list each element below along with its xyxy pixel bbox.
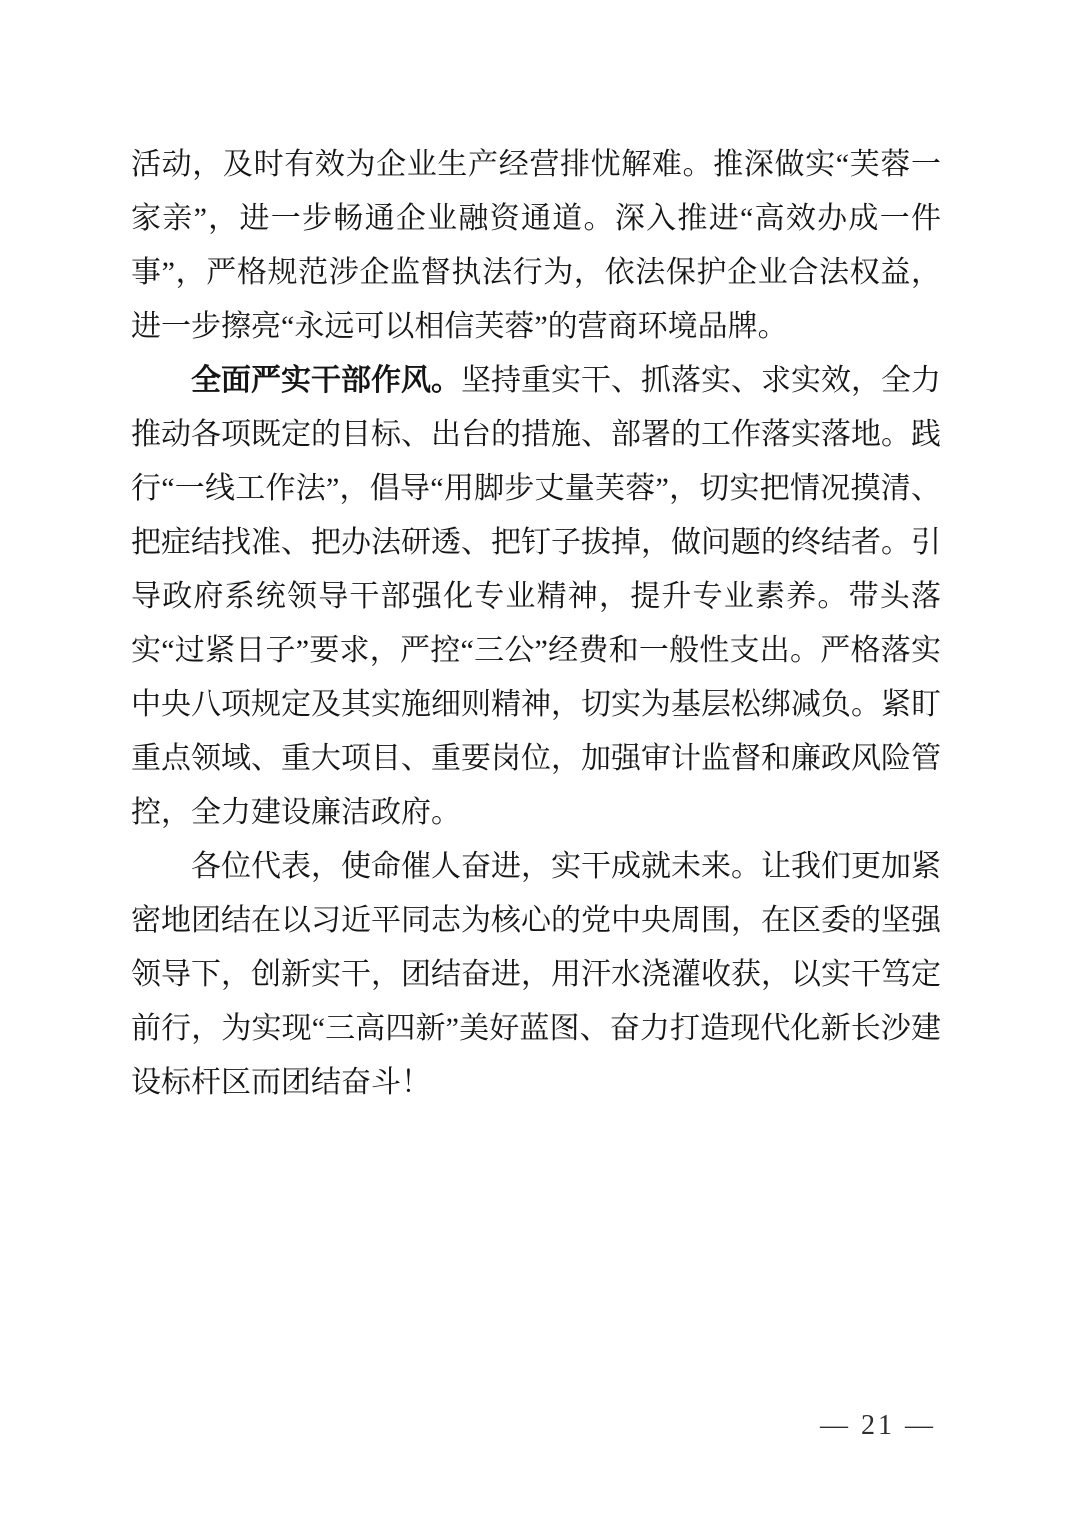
paragraph-closing-appeal — [131, 840, 941, 1110]
paragraph-text: 坚持重实干、抓落实、求实效，全力推动各项既定的目标、出台的措施、部署的工作落实落地。践行“一线工作法”，倡导“用脚步丈量芙蓉”，切实把情况摸清、把症结找准、把办法研透、把钉子拔掉，做问题的终结者。引导政府系统领导干部强化专业精神，提升专业素养。带头落实“过紧日子”要求，严控“三公”经费和一般性支出。严格落实中央八项规定及其实施细则精神，切实为基层松绑减负。紧盯重点领域、重大项目、重要岗位，加强审计监督和廉政风险管控，全力建设廉洁政府。 — [131, 364, 941, 829]
paragraph-cadre-conduct — [131, 354, 941, 840]
paragraph-text: 活动，及时有效为企业生产经营排忧解难。推深做实“芙蓉一家亲”，进一步畅通企业融资通道。深入推进“高效办成一件事”，严格规范涉企监督执法行为，依法保护企业合法权益，进一步擦亮“永远可以相信芙蓉”的营商环境品牌。 — [131, 148, 941, 343]
document-body — [131, 138, 941, 1110]
paragraph-bold-lead: 全面严实干部作风。 — [191, 364, 461, 397]
page-number: — 21 — — [820, 1410, 936, 1441]
paragraph-business-environment — [131, 138, 941, 354]
paragraph-text: 各位代表，使命催人奋进，实干成就未来。让我们更加紧密地团结在以习近平同志为核心的党中央周围，在区委的坚强领导下，创新实干，团结奋进，用汗水浇灌收获，以实干笃定前行，为实现“三高四新”美好蓝图、奋力打造现代化新长沙建设标杆区而团结奋斗！ — [131, 850, 941, 1099]
